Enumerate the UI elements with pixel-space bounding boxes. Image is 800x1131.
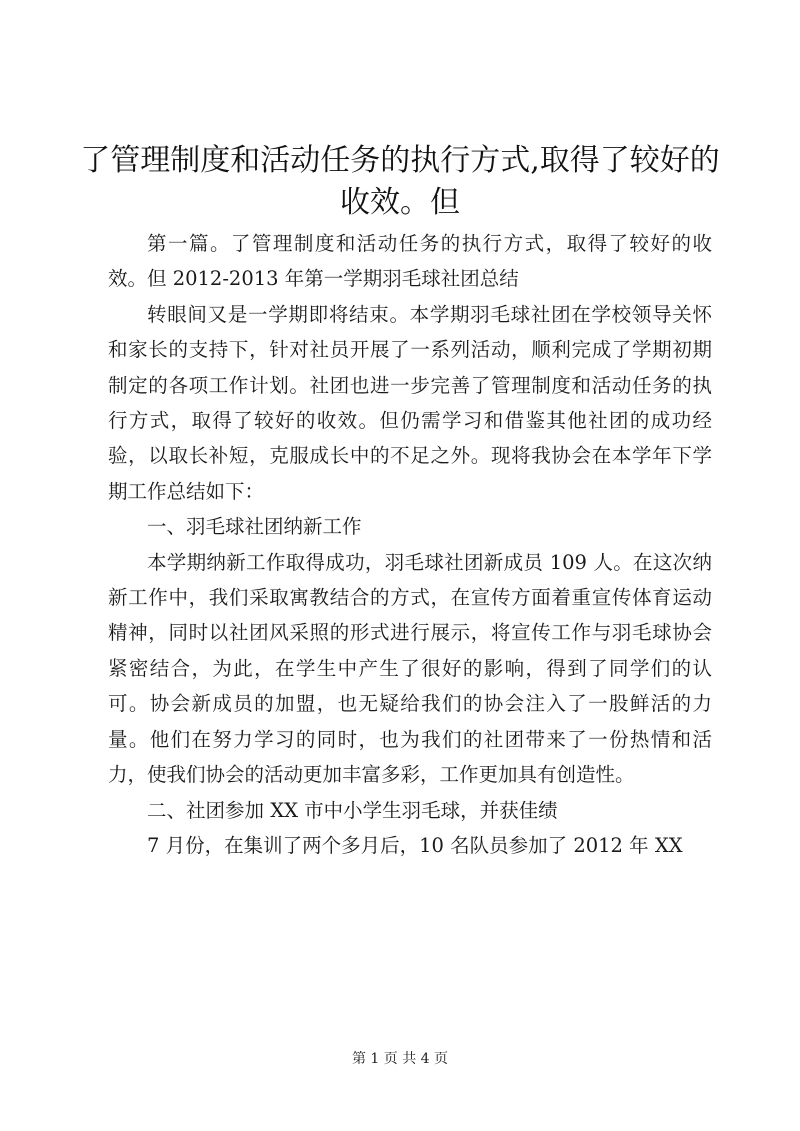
document-body [108,226,712,863]
document-title: 了管理制度和活动任务的执行方式,取得了较好的收效。但 [80,143,720,220]
section-heading-competition: 二、社团参加 XX 市中小学生羽毛球，并获佳绩 [147,798,558,822]
section-heading-recruitment: 一、羽毛球社团纳新工作 [147,515,362,539]
paragraph-intro: 第一篇。了管理制度和活动任务的执行方式，取得了较好的收效。但 2012-2013 年第一学期羽毛球社团总结 [108,232,712,291]
paragraph-recruitment: 本学期纳新工作取得成功，羽毛球社团新成员 109 人。在这次纳新工作中，我们采取寓教结合的方式，在宣传方面着重宣传体育运动精神，同时以社团风采照的形式进行展示，将宣传工作与羽毛球协会紧密结合，为此，在学生中产生了很好的影响，得到了同学们的认可。协会新成员的加盟，也无疑给我们的协会注入了一股鲜活的力量。他们在努力学习的同时，也为我们的社团带来了一份热情和活力，使我们协会的活动更加丰富多彩，工作更加具有创造性。 [108,550,712,787]
page-number-footer: 第 1 页 共 4 页 [351,1051,449,1067]
paragraph-competition: 7 月份，在集训了两个多月后，10 名队员参加了 2012 年 XX [147,833,683,857]
paragraph-summary: 转眼间又是一学期即将结束。本学期羽毛球社团在学校领导关怀和家长的支持下，针对社员开展了一系列活动，顺利完成了学期初期制定的各项工作计划。社团也进一步完善了管理制度和活动任务的执行方式，取得了较好的收效。但仍需学习和借鉴其他社团的成功经验，以取长补短，克服成长中的不足之外。现将我协会在本学年下学期工作总结如下： [108,302,712,503]
